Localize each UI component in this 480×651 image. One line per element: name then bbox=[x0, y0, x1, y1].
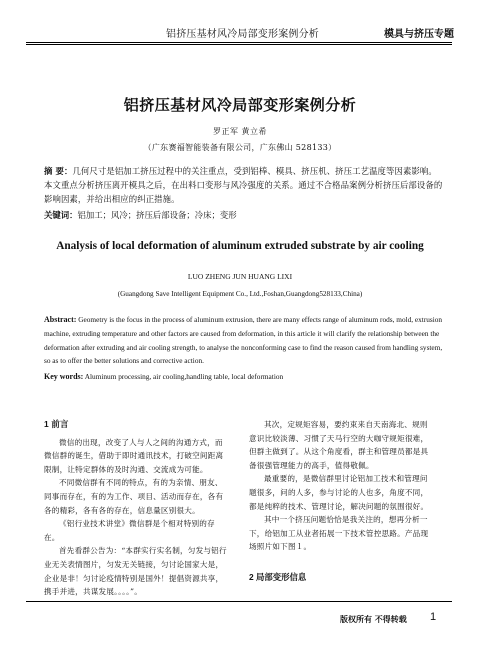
body-paragraph: 首先看群公告为：“本群实行实名制，匀发与铝行业无关表情图片，匀发无关链接，匀讨论国家大是，企业是非！匀讨论疫情特别是国外！提倡资源共享，携手并进，共谋发展。。。。”。 bbox=[44, 546, 227, 597]
footer-rule bbox=[26, 601, 452, 602]
english-keywords bbox=[44, 372, 444, 381]
page-header bbox=[0, 0, 480, 44]
header-rule bbox=[26, 42, 452, 43]
page-number: 1 bbox=[430, 611, 437, 623]
chinese-keywords-text: 铝加工；风冷；挤压后部设备；冷床；变形 bbox=[77, 210, 237, 220]
chinese-title: 铝挤压基材风冷局部变形案例分析 bbox=[123, 96, 357, 114]
english-keywords-text: Aluminum processing, air cooling,handling table, local deformation bbox=[84, 372, 284, 381]
body-paragraph: 其次，定规矩容易，要约束来自天南海北、规则意识比较淡薄、习惯了天马行空的大咖守规矩很难，但群主做到了。从这个角度看，群主和管理员都是具备很强管理能力的高手，值得敬佩。 bbox=[249, 420, 429, 470]
body-paragraph: 微信的出现，改变了人与人之间的沟通方式，而微信群的诞生，借助于即时通讯技术，打破空间距离限制，让特定群体的及时沟通、交流成为可能。 bbox=[44, 437, 224, 474]
section-1-heading: 1 前言 bbox=[44, 419, 69, 429]
chinese-abstract bbox=[44, 164, 444, 206]
english-affiliation: (Guangdong Save Intelligent Equipment Co., Ltd.,Foshan,Guangdong528133,China) bbox=[117, 290, 363, 298]
english-abstract-label: Abstract: bbox=[44, 315, 77, 324]
header-rule-double bbox=[26, 44, 452, 45]
chinese-keywords bbox=[44, 209, 444, 221]
body-paragraph: 其中一个挤压问题恰恰是我关注的，想再分析一下，给铝加工从业者拓展一下技术管控思路。产品现场照片如下图１。 bbox=[249, 515, 429, 552]
body-left-column bbox=[44, 418, 227, 599]
chinese-abstract-label: 摘 要： bbox=[44, 166, 73, 176]
english-keywords-label: Key words: bbox=[44, 372, 84, 381]
chinese-affiliation: （广东赛福智能装备有限公司，广东佛山 528133） bbox=[143, 143, 337, 152]
running-title: 铝挤压基材风冷局部变形案例分析 bbox=[166, 29, 319, 40]
section-label: 模具与挤压专题 bbox=[384, 29, 454, 40]
english-abstract-text: Geometry is the focus in the process of aluminum extrusion, there are many effects range of aluminum rods, mold, extrusion machine, extruding temperature and other factors are caused from deformation, in this article it will clarify the relationship between the deformation after extruding and air cooling strength, to analyse the nonconforming case to find the reason caused from handling system, so as to offer the better solutions and corrective action. bbox=[44, 315, 443, 366]
copyright-notice: 版权所有 不得转载 bbox=[340, 614, 407, 624]
body-paragraph: 不同微信群有不同的特点，有的为亲情、朋友、同事而存在，有的为工作、项目、活动而存在，各有各的精彩，各有各的存在，信息量区别很大。 bbox=[44, 478, 224, 515]
body-paragraph: 《铝行业技术讲堂》微信群是个相对特别的存在。 bbox=[44, 519, 215, 542]
section-2-heading: 2 局部变形信息 bbox=[249, 572, 307, 582]
english-authors: LUO ZHENG JUN HUANG LIXI bbox=[187, 272, 293, 281]
chinese-authors: 罗正军 黄立希 bbox=[212, 127, 268, 136]
chinese-keywords-label: 关键词： bbox=[44, 210, 78, 220]
english-abstract bbox=[44, 313, 444, 368]
body-right-column bbox=[249, 418, 432, 554]
chinese-abstract-text: 几何尺寸是铝加工挤压过程中的关注重点，受到铝棒、模具、挤压机、挤压工艺温度等因素影响。本文重点分析挤压离开模具之后，在出料口变形与风冷强度的关系。通过不合格品案例分析挤压后部设备的影响因素，并给出相应的纠正措施。 bbox=[44, 166, 443, 204]
english-title: Analysis of local deformation of aluminum extruded substrate by air cooling bbox=[56, 240, 424, 252]
body-paragraph: 最重要的，是微信群里讨论铝加工技术和管理问题很多，问的人多，参与讨论的人也多，角度不同，都是纯粹的技术、管理讨论，解决问题的氛围很好。 bbox=[249, 474, 429, 511]
